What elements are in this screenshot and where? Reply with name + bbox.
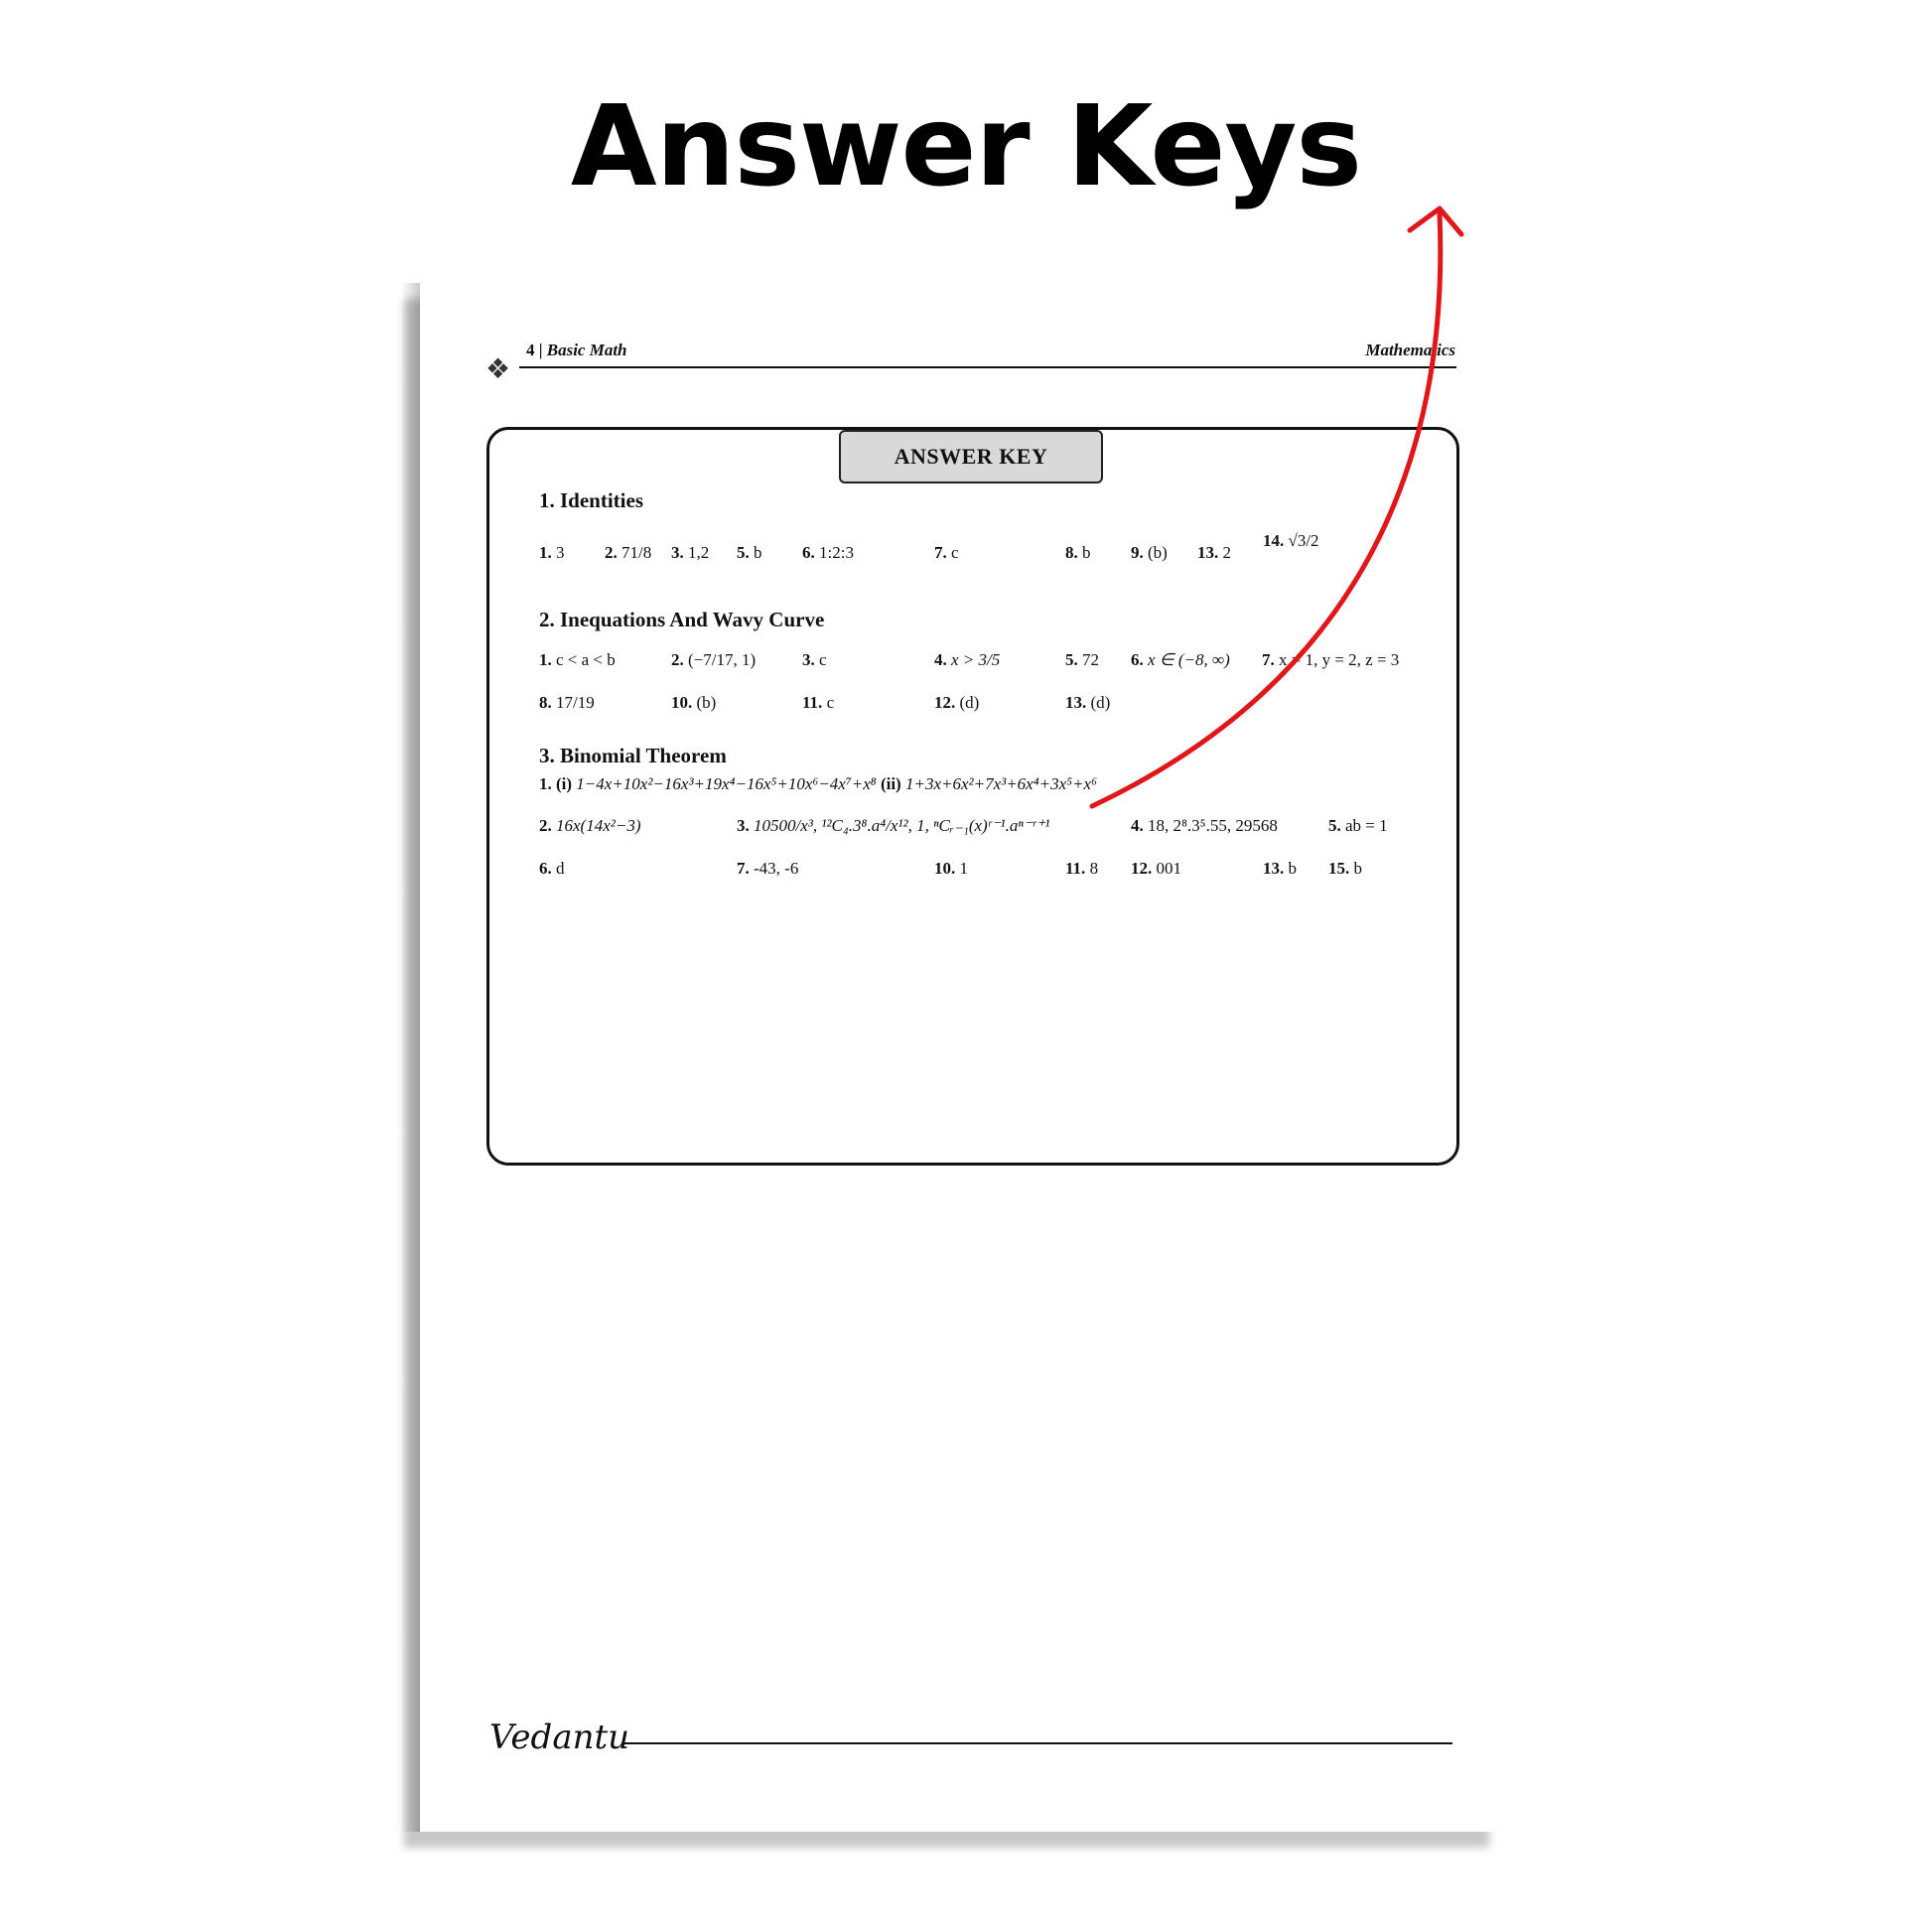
answer-key-title: ANSWER KEY [839,430,1103,483]
answer-item: 3. c [802,650,827,669]
chapter-title: Basic Math [546,341,627,359]
answer-item: 12. 001 [1131,859,1181,878]
section-title: 2. Inequations And Wavy Curve [539,608,825,631]
answer-item: 3. 10500/x³, ¹²C₄.3⁸.a⁴/x¹², 1, ⁿCᵣ₋₁(x)ʳ⁻¹.aⁿ⁻ʳ⁺¹ [737,816,1050,835]
answer-item: 11. c [802,693,835,712]
answer-item: 9. (b) [1131,543,1168,562]
answer-item: 10. (b) [671,693,717,712]
answer-item: 5. ab = 1 [1328,816,1388,835]
answer-item: 6. d [539,859,565,878]
answer-item: 1. (i) 1−4x+10x²−16x³+19x⁴−16x⁵+10x⁶−4x⁷+x⁸ (ii) 1+3x+6x²+7x³+6x⁴+3x⁵+x⁶ [539,774,1097,793]
answer-item: 13. 2 [1197,543,1231,562]
section-title: 3. Binomial Theorem [539,744,727,767]
answer-item: 7. c [934,543,959,562]
headline: Answer Keys [570,82,1362,211]
answer-item: 2. 16x(14x²−3) [539,816,641,835]
ornament-icon: ❖ [485,354,511,385]
page-number: 4 | [526,341,543,359]
answer-item: 5. b [737,543,762,562]
answer-item: 2. 71/8 [605,543,652,562]
answer-item: 7. x = 1, y = 2, z = 3 [1262,650,1400,669]
answer-item: 1. 3 [539,543,565,562]
answer-item: 8. 17/19 [539,693,595,712]
vedantu-logo: Vedantu [489,1718,630,1757]
answer-item: 11. 8 [1065,859,1099,878]
answer-item: 10. 1 [934,859,968,878]
answer-item: 14. √3/2 [1263,531,1319,550]
answer-item: 6. x ∈ (−8, ∞) [1131,650,1230,669]
answer-item: 4. 18, 2⁸.3⁵.55, 29568 [1131,816,1278,835]
answer-item: 1. c < a < b [539,650,616,669]
running-header-right: Mathematics [1365,341,1455,359]
answer-item: 15. b [1328,859,1362,878]
answer-item: 5. 72 [1065,650,1099,669]
answer-item: 6. 1:2:3 [802,543,854,562]
answer-item: 4. x > 3/5 [934,650,1001,669]
answer-item: 8. b [1065,543,1091,562]
section-title: 1. Identities [539,488,643,512]
answer-item: 13. b [1263,859,1297,878]
answer-item: 13. (d) [1065,693,1111,712]
answer-item: 12. (d) [934,693,980,712]
answer-item: 3. 1,2 [671,543,710,562]
answer-item: 2. (−7/17, 1) [671,650,757,669]
answer-item: 7. -43, -6 [737,859,799,878]
